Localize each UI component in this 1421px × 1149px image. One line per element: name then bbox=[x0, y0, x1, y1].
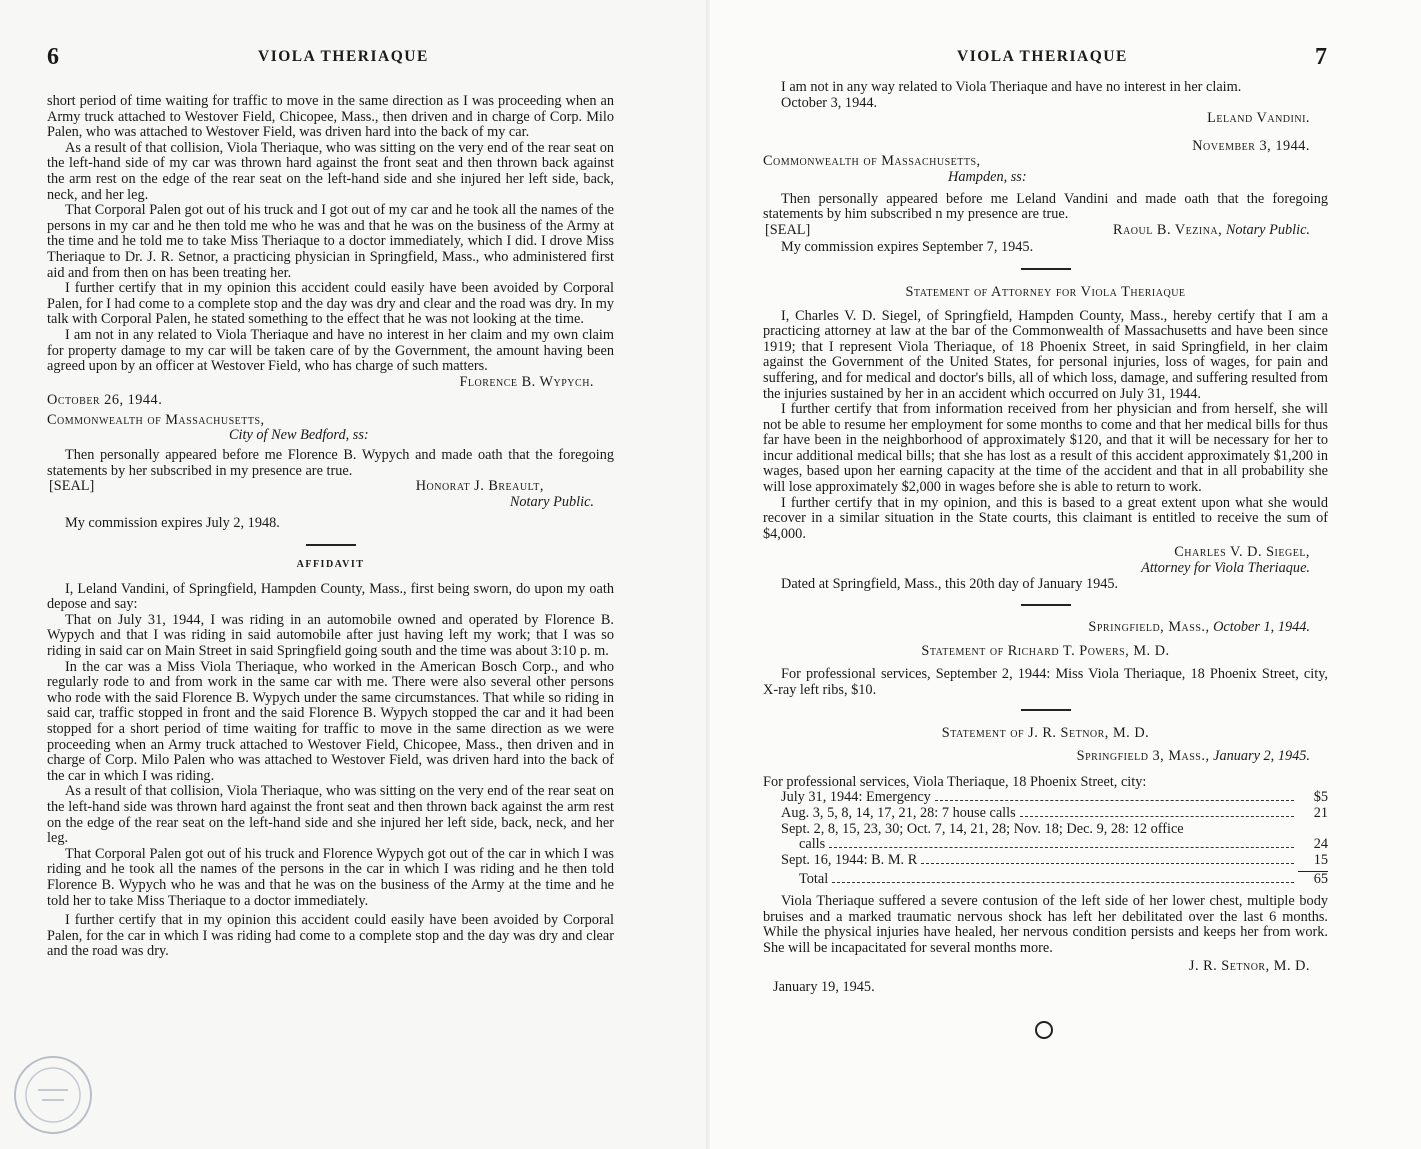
paragraph: Viola Theriaque suffered a severe contusion of the left side of her lower chest, multiple body bruises and a marked traumatic nervous shock has left her debilitated over the last 6 months. While the physical injuries have healed, her nervous condition persists and keeps her from work. She will be incapacitated for several months more. bbox=[763, 892, 1328, 956]
commission-line: My commission expires July 2, 1948. bbox=[65, 515, 280, 532]
fee-row: Sept. 16, 1944: B. M. R 15 bbox=[781, 851, 1328, 868]
paragraph: I further certify that in my opinion this accident could easily have been avoided by Corporal Palen, for I had come to a complete stop and the day was dry and clear and the road was dry. In my talk with Corporal Palen, he stated something to the effect that he was not looking at the time. bbox=[47, 280, 614, 328]
physician-signature: J. R. Setnor, M. D. bbox=[1188, 958, 1310, 975]
paragraph: I am not in any related to Viola Theriaque and have no interest in her claim and my own claim for property damage to my car will be taken care of by the Government, the amount having been agreed upon by an officer at Westover Field, who has charge of such matters. bbox=[47, 326, 614, 375]
fee-row: Sept. 2, 8, 15, 23, 30; Oct. 7, 14, 21, 28; Nov. 18; Dec. 9, 28: 12 office calls 24 bbox=[781, 820, 1328, 853]
place-date-line: Springfield 3, Mass., January 2, 1945. bbox=[1076, 748, 1310, 765]
paragraph: I further certify that in my opinion this accident could easily have been avoided by Corporal Palen, for the car in which I was riding had come to a complete stop and the day was dry and clear and the road was dry. bbox=[47, 912, 614, 960]
paragraph: I, Charles V. D. Siegel, of Springfield, Hampden County, Mass., hereby certify that I am a practicing attorney at law at the bar of the Commonwealth of Massachusetts and have been since 1919; that I represent Viola Theriaque, of 18 Phoenix Street, in said Springfield, in her claim against the Government of the United States, for personal injuries, loss of wages, for pain and suffering, and for medical and doctor's bills, all of which loss, damage, and suffering resulted from the injuries sustained by her in an accident which occurred on July 31, 1944. bbox=[763, 307, 1328, 402]
commonwealth-heading: Commonwealth of Massachusetts, bbox=[763, 153, 981, 170]
commission-line: My commission expires September 7, 1945. bbox=[781, 239, 1034, 256]
attorney-heading: Statement of Attorney for Viola Theriaque bbox=[905, 283, 1186, 300]
left-page bbox=[0, 0, 710, 1149]
setnor-heading: Statement of J. R. Setnor, M. D. bbox=[941, 724, 1150, 741]
paragraph: I further certify that in my opinion, and this is based to a great extent upon what she would recover in a similar situation in the State courts, this claimant is entitled to receive the sum of $4,000. bbox=[763, 494, 1328, 542]
paragraph: I further certify that from information received from her physician and from herself, she will not be able to resume her employment for some months to come and that her medical bills for thus far have been in the neighborhood of approximately $120, and that it will be necessary for her to incur additional medical bills; that she has lost as a result of this accident approximately $1,200 in wages, based upon her earning capacity at the time of the accident and that in all probability she will lose approximately $2,000 in wages before she is able to return to work. bbox=[763, 401, 1328, 496]
divider bbox=[1021, 268, 1071, 270]
notary-title: Notary Public. bbox=[1225, 221, 1310, 238]
date: November 3, 1944. bbox=[1192, 137, 1310, 154]
place-date-line: Springfield, Mass., October 1, 1944. bbox=[1088, 619, 1310, 636]
seal-label: [SEAL] bbox=[49, 478, 95, 495]
attorney-signature: Charles V. D. Siegel, bbox=[1174, 544, 1310, 561]
printer-mark-icon bbox=[1035, 1021, 1053, 1039]
attorney-title: Attorney for Viola Theriaque. bbox=[1141, 560, 1310, 577]
date: October 26, 1944. bbox=[47, 392, 163, 409]
divider bbox=[1021, 709, 1071, 711]
notary-name: Honorat J. Breault, bbox=[415, 478, 544, 495]
library-stamp-icon bbox=[8, 1050, 98, 1140]
notary-title: Notary Public. bbox=[509, 493, 594, 510]
paragraph: That Corporal Palen got out of his truck and I got out of my car and he took all the names of the persons in my car and he then told me who he was and that he was on the business of the Army at the time and he told me to take Miss Theriaque to a doctor immediately, which I did. I drove Miss Theriaque to Dr. J. R. Setnor, a practicing physician in Springfield, Mass., who administered first aid and from then on has been treating her. bbox=[47, 202, 614, 281]
date: January 19, 1945. bbox=[773, 978, 875, 995]
oath-text: Then personally appeared before me Florence B. Wypych and made oath that the foregoing statements by her subscribed in my presence are true. bbox=[47, 447, 614, 479]
fee-row: July 31, 1944: Emergency $5 bbox=[781, 789, 1328, 806]
fee-total-row: Total 65 bbox=[799, 871, 1328, 888]
notary-name: Raoul B. Vezina, bbox=[1113, 221, 1223, 238]
powers-heading: Statement of Richard T. Powers, M. D. bbox=[921, 642, 1170, 659]
paragraph: short period of time waiting for traffic to move in the same direction as I was proceeding when an Army truck attached to Westover Field, Chicopee, Mass., then driven and in charge of Corp. Milo Palen, who was attached to Westover Field, was driven hard into the back of my car. bbox=[47, 93, 614, 141]
paragraph: I, Leland Vandini, of Springfield, Hampden County, Mass., first being sworn, do upon my oath depose and say: bbox=[47, 580, 614, 613]
divider bbox=[306, 544, 356, 546]
notary-line bbox=[763, 223, 1328, 239]
running-head: VIOLA THERIAQUE bbox=[957, 48, 1128, 65]
page-number: 7 bbox=[1315, 44, 1327, 70]
fee-row: Aug. 3, 5, 8, 14, 17, 21, 28: 7 house calls 21 bbox=[781, 804, 1328, 821]
page-number: 6 bbox=[47, 44, 59, 70]
affidavit-heading: AFFIDAVIT bbox=[296, 559, 365, 571]
seal-label: [SEAL] bbox=[765, 221, 811, 238]
signature: Florence B. Wypych. bbox=[459, 373, 594, 390]
county-line: Hampden, ss: bbox=[948, 168, 1027, 185]
commonwealth-heading: Commonwealth of Massachusetts, bbox=[47, 411, 265, 428]
paragraph: I am not in any way related to Viola Theriaque and have no interest in her claim. bbox=[781, 79, 1242, 95]
running-head: VIOLA THERIAQUE bbox=[258, 48, 429, 65]
paragraph: That Corporal Palen got out of his truck and Florence Wypych got out of the car in which I was riding and he took all the names of the persons in the car in which I was riding and he then told Florence B. Wypych who he was and that he was on the business of the Army at the time and he told her to take Miss Theriaque to a doctor immediately. bbox=[47, 845, 614, 909]
oath-text: Then personally appeared before me Leland Vandini and made oath that the foregoing statements by him subscribed n my presence are true. bbox=[763, 190, 1328, 223]
paragraph: As a result of that collision, Viola Theriaque, who was sitting on the very end of the rear seat on the left-hand side of my car was thrown hard against the front seat and then thrown back against the arm rest on the edge of the rear seat on the left-hand side and she injured her left side, back, neck, and her leg. bbox=[47, 139, 614, 203]
paragraph: In the car was a Miss Viola Theriaque, who worked in the American Bosch Corp., and who regularly rode to and from work in the same car with me. There were also several other persons who rode with the said Florence B. Wypych under the same circumstances. That while so riding in said car, traffic stopped in front and the said Florence B. Wypych stopped the car and it had been stopped for a short period of time waiting for traffic to move in the same direction as we were proceeding when an Army truck attached to Westover Field, Chicopee, Mass., then driven and in charge of Corp. Milo Palen who was attached to Westover Field, was driven hard into the back of the car in which I was riding. bbox=[47, 658, 614, 784]
paragraph: For professional services, September 2, 1944: Miss Viola Theriaque, 18 Phoenix Street, city, X-ray left ribs, $10. bbox=[763, 666, 1328, 698]
notary-line bbox=[47, 479, 614, 495]
right-column bbox=[763, 80, 1328, 996]
divider bbox=[1021, 604, 1071, 606]
paragraph: That on July 31, 1944, I was riding in an automobile owned and operated by Florence B. Wypych and that I was riding in said automobile after just having left my work; that I was so riding in said car on Main Street in said Springfield going south and the time was about 3:10 p. m. bbox=[47, 611, 614, 659]
date: October 3, 1944. bbox=[781, 94, 878, 111]
fee-intro: For professional services, Viola Theriaque, 18 Phoenix Street, city: bbox=[763, 773, 1147, 790]
signature: Leland Vandini. bbox=[1207, 110, 1310, 127]
dated-line: Dated at Springfield, Mass., this 20th day of January 1945. bbox=[781, 575, 1119, 592]
paragraph: As a result of that collision, Viola Theriaque, who was sitting on the very end of the rear seat on the left-hand side was thrown hard against the front seat and then thrown back against the arm rest on the edge of the rear seat on the left-hand side and she injured her left side, back, neck, and her leg. bbox=[47, 783, 614, 847]
left-column bbox=[47, 94, 614, 960]
city-line: City of New Bedford, ss: bbox=[229, 427, 369, 444]
